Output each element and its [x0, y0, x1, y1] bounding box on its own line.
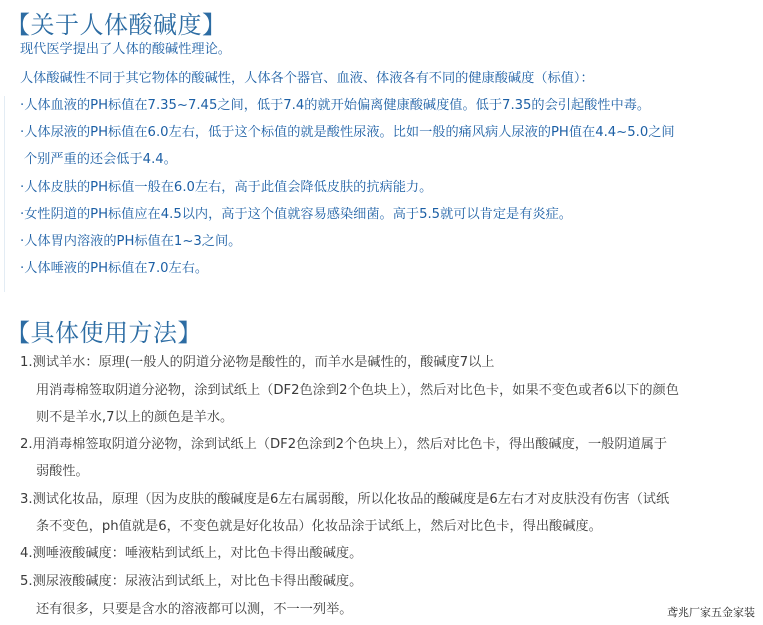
usage-step-2: 2.用消毒棉签取阴道分泌物，涂到试纸上（DF2色涂到2个色块上），然后对比色卡，得出酸碱度，一般阴道属于 — [20, 437, 668, 452]
usage-step-3: 3.测试化妆品，原理（因为皮肤的酸碱度是6左右属弱酸，所以化妆品的酸碱度是6左右才对皮肤没有伤害（试纸 — [20, 492, 670, 507]
usage-step-1-cont: 则不是羊水,7以上的颜色是羊水。 — [36, 410, 234, 425]
section-heading-ph-intro: 【关于人体酸碱度】 — [6, 11, 227, 39]
usage-step-1: 1.测试羊水：原理(一般人的阴道分泌物是酸性的，而羊水是碱性的，酸碱度7以上 — [20, 355, 495, 370]
usage-step-3-cont: 条不变色，ph值就是6，不变色就是好化妆品）化妆品涂于试纸上，然后对比色卡，得出酸碱度。 — [36, 519, 602, 534]
ph-item-blood: ·人体血液的PH标值在7.35~7.45之间，低于7.4的就开始偏离健康酸碱度值。低于7.35的会引起酸性中毒。 — [20, 98, 651, 113]
section-heading-usage: 【具体使用方法】 — [6, 319, 202, 347]
ph-item-vaginal: ·女性阴道的PH标值应在4.5以内，高于这个值就容易感染细菌。高于5.5就可以肯定是有炎症。 — [20, 207, 572, 222]
ph-item-urine-cont: 个别严重的还会低于4.4。 — [24, 152, 177, 167]
ph-item-urine: ·人体尿液的PH标值在6.0左右，低于这个标值的就是酸性尿液。比如一般的痛风病人尿液的PH值在4.4~5.0之间 — [20, 125, 675, 140]
ph-item-saliva: ·人体唾液的PH标值在7.0左右。 — [20, 261, 209, 276]
ph-item-skin: ·人体皮肤的PH标值一般在6.0左右，高于此值会降低皮肤的抗病能力。 — [20, 180, 433, 195]
intro-line: 现代医学提出了人体的酸碱性理论。 — [20, 42, 231, 57]
usage-step-4: 4.测唾液酸碱度：唾液粘到试纸上，对比色卡得出酸碱度。 — [20, 546, 363, 561]
left-margin-rule — [4, 96, 5, 292]
usage-step-5: 5.测尿液酸碱度：尿液沾到试纸上，对比色卡得出酸碱度。 — [20, 574, 363, 589]
usage-note: 还有很多，只要是含水的溶液都可以测，不一一列举。 — [36, 602, 353, 617]
usage-step-1-cont: 用消毒棉签取阴道分泌物，涂到试纸上（DF2色涂到2个色块上），然后对比色卡，如果不变色或者6以下的颜色 — [36, 383, 679, 398]
ph-item-stomach: ·人体胃内溶液的PH标值在1~3之间。 — [20, 234, 242, 249]
store-watermark: 鸢兆厂家五金家装 — [667, 606, 755, 619]
intro-line: 人体酸碱性不同于其它物体的酸碱性，人体各个器官、血液、体液各有不同的健康酸碱度（标值）： — [20, 71, 594, 86]
usage-step-2-cont: 弱酸性。 — [36, 464, 89, 479]
